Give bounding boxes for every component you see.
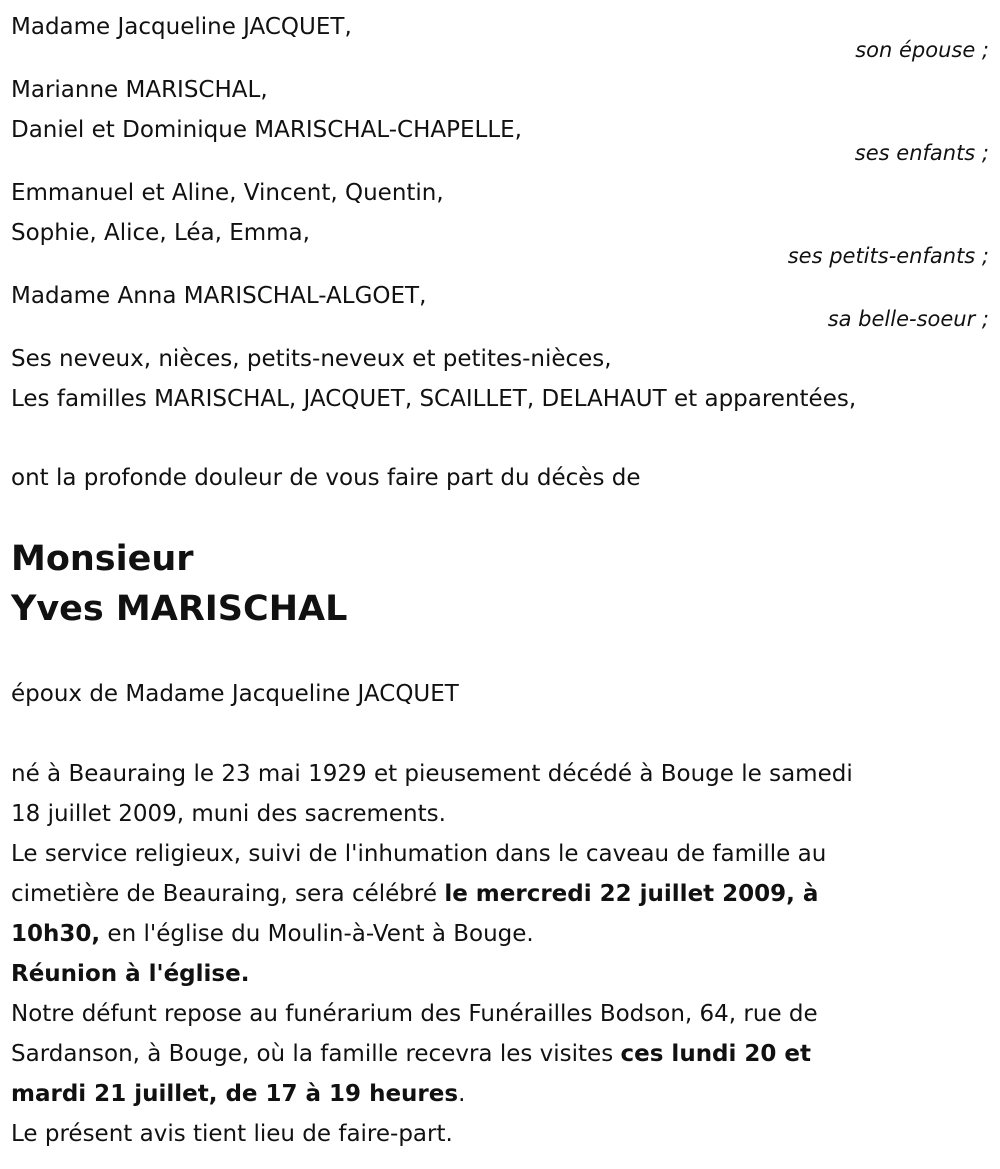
service-time: 10h30, (11, 921, 101, 947)
children-relation: ses enfants ; (854, 141, 989, 165)
families-line: Les familles MARISCHAL, JACQUET, SCAILLET, DELAHAUT et apparentées, (11, 386, 857, 412)
deceased-name: Yves MARISCHAL (11, 589, 348, 629)
grandchildren-relation: ses petits-enfants ; (787, 244, 989, 268)
visits-line: mardi 21 juillet, de 17 à 19 heures. (11, 1081, 466, 1107)
deceased-title: Monsieur (11, 539, 194, 579)
grandchildren-names: Sophie, Alice, Léa, Emma, (11, 220, 310, 246)
visits-line: Sardanson, à Bouge, où la famille recevra les visites ces lundi 20 et (11, 1041, 812, 1067)
service-date: le mercredi 22 juillet 2009, à (444, 881, 819, 907)
sister-in-law-name: Madame Anna MARISCHAL-ALGOET, (11, 283, 427, 309)
visit-hours: mardi 21 juillet, de 17 à 19 heures (11, 1081, 459, 1107)
visit-dates: ces lundi 20 et (620, 1041, 812, 1067)
reunion-line: Réunion à l'église. (11, 961, 250, 987)
child-name: Marianne MARISCHAL, (11, 77, 268, 103)
child-name: Daniel et Dominique MARISCHAL-CHAPELLE, (11, 117, 522, 143)
spouse-line: époux de Madame Jacqueline JACQUET (11, 681, 459, 707)
birth-line: né à Beauraing le 23 mai 1929 et pieusement décédé à Bouge le samedi (11, 761, 853, 787)
relatives-line: Ses neveux, nièces, petits-neveux et petites-nièces, (11, 346, 612, 372)
service-line: cimetière de Beauraing, sera célébré le mercredi 22 juillet 2009, à (11, 881, 819, 907)
spouse-relation: son épouse ; (855, 38, 989, 62)
service-line: Le service religieux, suivi de l'inhumation dans le caveau de famille au (11, 841, 827, 867)
announcement: ont la profonde douleur de vous faire part du décès de (11, 465, 641, 491)
sister-in-law-relation: sa belle-soeur ; (827, 307, 989, 331)
spouse-name: Madame Jacqueline JACQUET, (11, 14, 352, 40)
funeral-home-line: Notre défunt repose au funérarium des Funérailles Bodson, 64, rue de (11, 1001, 818, 1027)
birth-line: 18 juillet 2009, muni des sacrements. (11, 801, 446, 827)
grandchildren-names: Emmanuel et Aline, Vincent, Quentin, (11, 180, 444, 206)
notice-line: Le présent avis tient lieu de faire-part. (11, 1121, 453, 1147)
service-line: 10h30, en l'église du Moulin-à-Vent à Bouge. (11, 921, 534, 947)
